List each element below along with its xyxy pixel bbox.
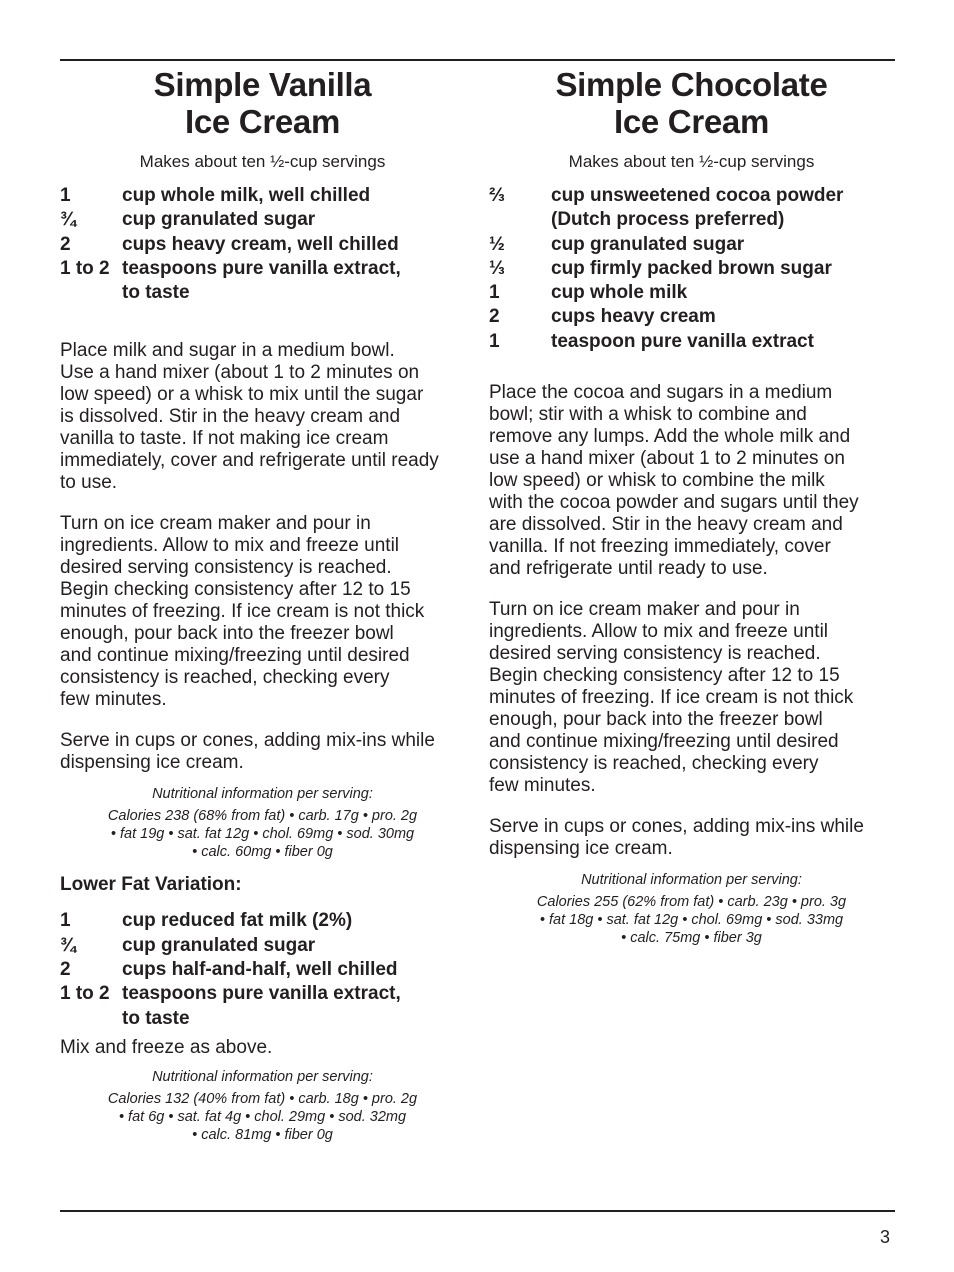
ingredient-qty: 1 [489, 282, 500, 304]
page-number: 3 [880, 1227, 891, 1247]
ingredient-row [60, 909, 465, 933]
chocolate-directions-2: Turn on ice cream maker and pour in ingredients. Allow to mix and freeze until desired serving consistency is reached. Begin checking consistency after 12 to 15 minutes of freezing. If ice cream is not thick enough, pour back into the freezer bowl and continue mixing/freezing until desired consistency is reached, checking every few minutes. [489, 599, 854, 797]
chocolate-ingredient-list [489, 184, 894, 354]
ingredient-row [60, 233, 465, 257]
ingredient-row [489, 184, 894, 233]
ingredient-qty: 1 to 2 [60, 257, 110, 279]
ingredient-text: teaspoons pure vanilla extract, to taste [122, 983, 401, 1029]
ingredient-text: cups heavy cream, well chilled [122, 233, 399, 255]
ingredient-row [60, 184, 465, 208]
variation-instruction: Mix and freeze as above. [60, 1036, 273, 1058]
variation-nutrition-heading: Nutritional information per serving: [152, 1068, 373, 1085]
ingredient-text: cup unsweetened cocoa powder (Dutch process preferred) [551, 185, 844, 231]
ingredient-text: cup whole milk [551, 282, 688, 304]
chocolate-nutrition-facts: Calories 255 (62% from fat) • carb. 23g • pro. 3g • fat 18g • sat. fat 12g • chol. 69mg • sod. 33mg • calc. 75mg • fiber 3g [536, 894, 847, 947]
vanilla-directions-2: Turn on ice cream maker and pour in ingredients. Allow to mix and freeze until desired serving consistency is reached. Begin checking consistency after 12 to 15 minutes of freezing. If ice cream is not thick enough, pour back into the freezer bowl and continue mixing/freezing until desired consistency is reached, checking every few minutes. [60, 513, 425, 711]
ingredient-text: cups half-and-half, well chilled [122, 959, 398, 981]
variation-ingredient-list [60, 909, 465, 1030]
ingredient-qty: ⅓ [489, 257, 505, 279]
chocolate-nutrition-heading: Nutritional information per serving: [581, 872, 802, 889]
ingredient-row [489, 233, 894, 257]
ingredient-row [489, 281, 894, 305]
vanilla-recipe [60, 66, 465, 1144]
ingredient-qty: 2 [489, 306, 500, 328]
ingredient-qty: 1 to 2 [60, 983, 110, 1005]
ingredient-row [489, 257, 894, 281]
ingredient-text: teaspoon pure vanilla extract [551, 330, 814, 352]
vanilla-nutrition-heading: Nutritional information per serving: [152, 786, 373, 803]
chocolate-title: Simple Chocolate Ice Cream [555, 66, 828, 140]
ingredient-text: cups heavy cream [551, 306, 716, 328]
vanilla-directions-3: Serve in cups or cones, adding mix-ins while dispensing ice cream. [60, 730, 435, 774]
chocolate-recipe [489, 66, 894, 947]
ingredient-row [489, 305, 894, 329]
ingredient-qty: ¾ [60, 209, 76, 231]
ingredient-text: cup granulated sugar [551, 233, 745, 255]
ingredient-text: teaspoons pure vanilla extract, to taste [122, 257, 401, 304]
ingredient-row [60, 208, 465, 232]
vanilla-title: Simple Vanilla Ice Cream [153, 66, 372, 140]
ingredient-row [60, 982, 465, 1031]
ingredient-text: cup firmly packed brown sugar [551, 257, 832, 279]
bottom-rule [60, 1210, 895, 1212]
chocolate-yield: Makes about ten ½-cup servings [568, 152, 815, 171]
chocolate-directions-3: Serve in cups or cones, adding mix-ins while dispensing ice cream. [489, 816, 864, 860]
ingredient-text: cup granulated sugar [122, 209, 316, 231]
vanilla-yield: Makes about ten ½-cup servings [139, 152, 386, 171]
ingredient-qty: ¾ [60, 934, 76, 956]
variation-heading: Lower Fat Variation: [60, 874, 242, 896]
ingredient-qty: 2 [60, 959, 71, 981]
ingredient-qty: 1 [489, 330, 500, 352]
ingredient-qty: 2 [60, 233, 71, 255]
top-rule [60, 59, 895, 61]
ingredient-text: cup whole milk, well chilled [122, 185, 371, 206]
variation-nutrition-facts: Calories 132 (40% from fat) • carb. 18g • pro. 2g • fat 6g • sat. fat 4g • chol. 29mg • sod. 32mg • calc. 81mg • fiber 0g [107, 1090, 418, 1143]
ingredient-row [489, 330, 894, 354]
vanilla-ingredient-list [60, 184, 465, 305]
ingredient-qty: ½ [489, 233, 505, 255]
vanilla-nutrition-facts: Calories 238 (68% from fat) • carb. 17g • pro. 2g • fat 19g • sat. fat 12g • chol. 69mg • sod. 30mg • calc. 60mg • fiber 0g [107, 808, 418, 861]
ingredient-qty: 1 [60, 910, 71, 932]
vanilla-directions-1: Place milk and sugar in a medium bowl. Use a hand mixer (about 1 to 2 minutes on low speed) or a whisk to mix until the sugar is dissolved. Stir in the heavy cream and vanilla to taste. If not making ice cream immediately, cover and refrigerate until ready to use. [60, 340, 439, 494]
ingredient-row [60, 958, 465, 982]
ingredient-text: cup reduced fat milk (2%) [122, 910, 353, 932]
ingredient-qty: ⅔ [489, 185, 505, 206]
ingredient-qty: 1 [60, 185, 71, 206]
chocolate-directions-1: Place the cocoa and sugars in a medium bowl; stir with a whisk to combine and remove any lumps. Add the whole milk and use a hand mixer (about 1 to 2 minutes on low speed) or whisk to combine the milk with the cocoa powder and sugars until they are dissolved. Stir in the heavy cream and vanilla. If not freezing immediately, cover and refrigerate until ready to use. [489, 382, 859, 580]
ingredient-row [60, 934, 465, 958]
ingredient-row [60, 257, 465, 306]
ingredient-text: cup granulated sugar [122, 934, 316, 956]
